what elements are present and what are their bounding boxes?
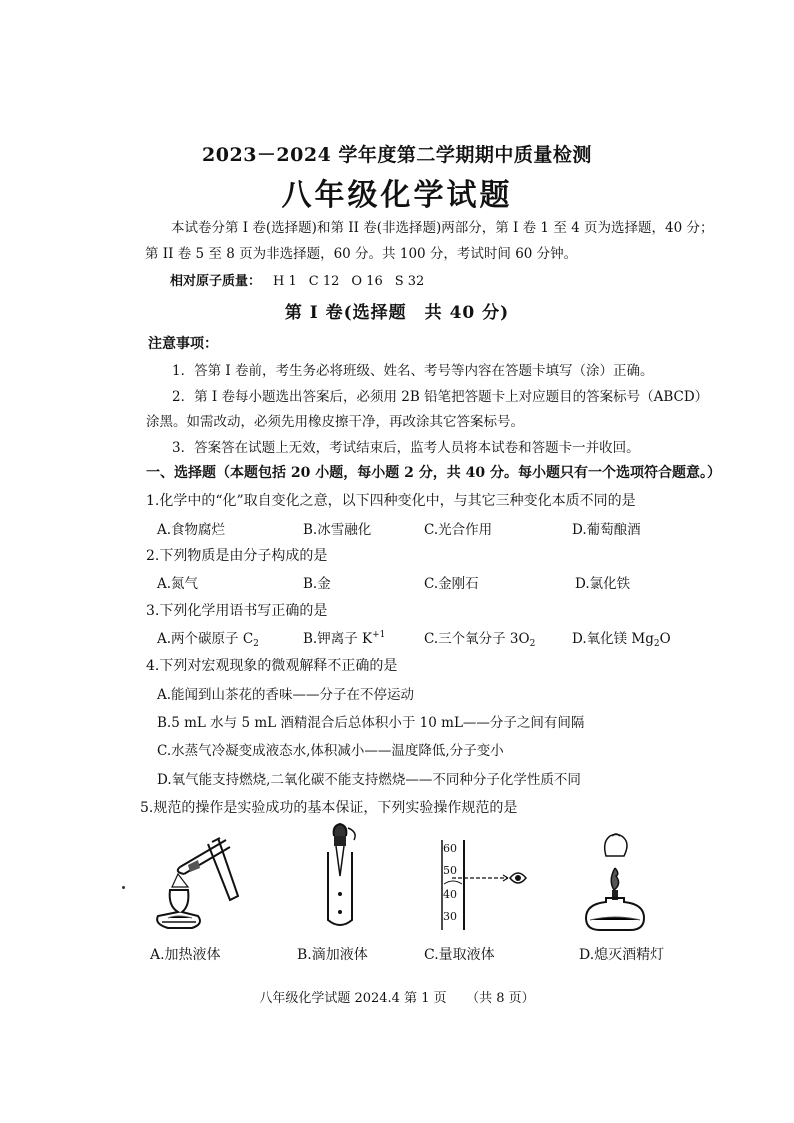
q3-option-d-tail: O (659, 631, 671, 647)
question-3-stem: 3.下列化学用语书写正确的是 (146, 603, 328, 619)
q2-option-a: A.氮气 (157, 576, 199, 592)
q5-option-a: A.加热液体 (150, 947, 221, 963)
q2-option-d: D.氯化铁 (575, 576, 631, 592)
cylinder-tick-60: 60 (443, 842, 457, 855)
notice-item-1: 1．答第 I 卷前，考生务必将班级、姓名、考号等内容在答题卡填写（涂）正确。 (172, 363, 654, 379)
q4-option-a: A.能闻到山茶花的香味——分子在不停运动 (157, 687, 415, 703)
exam-intro: 本试卷分第 I 卷(选择题)和第 II 卷(非选择题)两部分，第 I 卷 1 至 4 页为选择题，40 分；第 II 卷 5 至 8 页为非选择题，60 分。共 100 分，考试时间 60 分钟。 (145, 220, 714, 262)
q2-option-b: B.金 (303, 576, 331, 592)
cylinder-tick-40: 40 (443, 888, 457, 901)
notice-item-2-cont: 涂黑。如需改动，必须先用橡皮擦干净，再改涂其它答案标号。 (146, 414, 524, 430)
q4-option-d: D.氧气能支持燃烧,二氧化碳不能支持燃烧——不同种分子化学性质不同 (157, 772, 581, 788)
q1-option-d: D.葡萄酿酒 (572, 522, 641, 538)
q1-option-b: B.冰雪融化 (303, 522, 372, 538)
q3-option-b-superscript: +1 (372, 630, 386, 640)
figure-alcohol-lamp (580, 830, 650, 934)
q3-option-b (303, 627, 385, 647)
q3-option-b-text: B.钾离子 K (303, 631, 373, 647)
notice-item-2: 2．第 I 卷每小题选出答案后，必须用 2B 铅笔把答题卡上对应题目的答案标号（ABCD） (172, 389, 709, 405)
q3-option-c-text: C.三个氧分子 3O (424, 631, 530, 647)
cylinder-tick-50: 50 (443, 864, 457, 877)
question-5-stem: 5.规范的操作是实验成功的基本保证，下列实验操作规范的是 (140, 800, 518, 816)
atomic-mass-h: H 1 (273, 274, 297, 289)
cylinder-tick-30: 30 (443, 910, 457, 923)
q3-option-d-subscript: 2 (653, 639, 660, 649)
q5-option-c: C.量取液体 (424, 947, 495, 963)
question-2-stem: 2.下列物质是由分子构成的是 (146, 548, 328, 564)
q3-option-d-text: D.氧化镁 Mg (572, 631, 654, 647)
q3-option-a-text: A.两个碳原子 C (157, 631, 254, 647)
q5-option-d: D.熄灭酒精灯 (579, 947, 665, 963)
notice-item-3: 3．答案答在试题上无效，考试结束后，监考人员将本试卷和答题卡一并收回。 (172, 440, 640, 456)
q4-option-b: B.5 mL 水与 5 mL 酒精混合后总体积小于 10 mL——分子之间有间隔 (157, 715, 585, 731)
q3-option-a-subscript: 2 (253, 639, 259, 649)
q3-option-c (424, 627, 535, 649)
atomic-mass-o: O 16 (351, 274, 383, 289)
figure-dropping-liquid (314, 822, 364, 932)
q2-option-c: C.金刚石 (424, 576, 479, 592)
q1-option-a: A.食物腐烂 (157, 522, 226, 538)
atomic-mass-label: 相对原子质量： (170, 274, 262, 289)
q1-option-c: C.光合作用 (424, 522, 493, 538)
section-heading: 一、选择题（本题包括 20 小题，每小题 2 分，共 40 分。每小题只有一个选项符合题意。） (146, 465, 721, 481)
q3-option-c-subscript: 2 (529, 639, 536, 649)
page-footer: 八年级化学试题 2024.4 第 1 页 （共 8 页） (259, 991, 535, 1006)
atomic-mass-c: C 12 (308, 274, 340, 289)
q3-option-a (157, 627, 259, 649)
exam-title: 2023－2024 学年度第二学期期中质量检测 (202, 144, 592, 166)
q5-option-b: B.滴加液体 (297, 947, 368, 963)
exam-subtitle: 八年级化学试题 (281, 178, 513, 213)
atomic-mass-s: S 32 (394, 274, 425, 289)
figure-heating-liquid (148, 832, 248, 932)
q3-option-d (572, 627, 671, 649)
q4-option-c: C.水蒸气冷凝变成液态水,体积减小——温度降低,分子变小 (157, 743, 504, 759)
scan-speck (122, 886, 125, 889)
volume-one-heading: 第 I 卷(选择题 共 40 分) (284, 303, 510, 323)
notice-heading: 注意事项： (148, 336, 218, 352)
atomic-mass-line (170, 270, 424, 289)
question-1-stem: 1.化学中的“化”取自变化之意，以下四种变化中，与其它三种变化本质不同的是 (146, 493, 636, 509)
question-4-stem: 4.下列对宏观现象的微观解释不正确的是 (146, 658, 398, 674)
